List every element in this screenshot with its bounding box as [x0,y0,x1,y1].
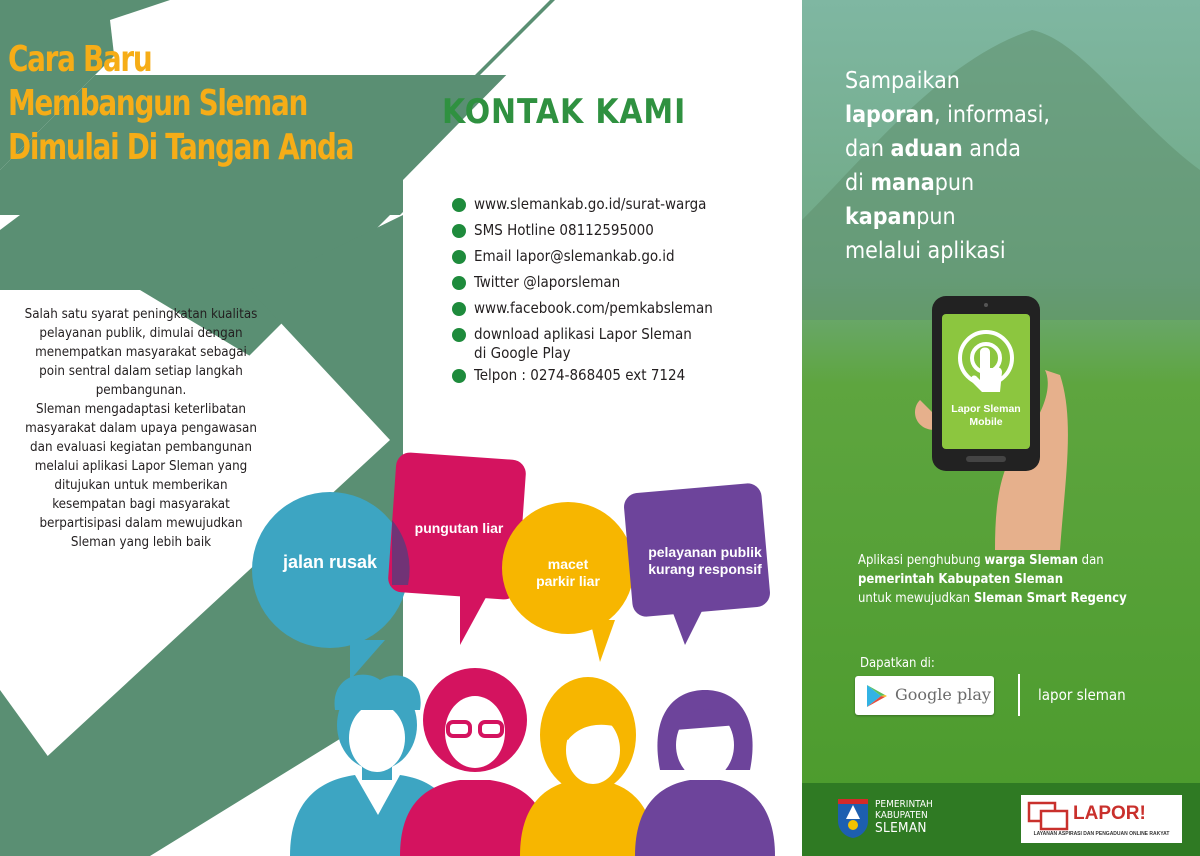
contact-item-download[interactable] [452,325,782,363]
intro-line: ditujukan untuk memberikan [54,478,228,493]
bullet-icon [452,250,466,264]
intro-line: dan evaluasi kegiatan pembangunan [30,440,252,455]
pemkab-line2: KABUPATEN [875,810,928,821]
intro-line: pelayanan publik, dimulai dengan [39,326,243,341]
pemkab-line1: PEMERINTAH [875,799,933,810]
phone-app-label [942,403,1030,429]
lapor-bubbles-icon [1027,801,1073,831]
intro-line: pembangunan. [95,383,187,398]
app-description [858,551,1127,608]
intro-line: kesempatan bagi masyarakat [52,497,230,512]
pemkab-label [875,799,933,835]
contact-text-line2: di Google Play [474,344,571,362]
desc-line-1: Aplikasi penghubung warga Sleman dan [858,553,1104,568]
desc-line-2: pemerintah Kabupaten Sleman [858,572,1064,587]
bubble-text-pungutan-liar: pungutan liar [414,520,504,536]
person-3 [520,677,655,856]
phone-app-line2: Mobile [969,416,1003,428]
home-button [966,456,1006,462]
contact-text: Email lapor@slemankab.go.id [474,247,675,265]
title-line-2: Membangun Sleman [8,83,308,124]
bubble-text-pelayanan-2: kurang responsif [648,561,762,577]
contact-text: www.slemankab.go.id/surat-warga [474,195,707,213]
intro-line: menempatkan masyarakat sebagai [35,345,247,360]
phone-app-line1: Lapor Sleman [951,403,1021,415]
speech-bubbles-illustration [250,440,802,856]
contact-text: Telpon : 0274-868405 ext 7124 [474,366,686,384]
bubble-jalan-rusak [252,492,408,680]
lapor-logo [1021,795,1182,843]
person-4 [635,690,775,856]
bullet-icon [452,328,466,342]
bubble-text-pelayanan-1: pelayanan publik [648,544,762,560]
contact-item-facebook[interactable] [452,299,782,318]
google-play-icon [865,684,889,708]
contact-text: SMS Hotline 08112595000 [474,221,654,239]
intro-line: melalui aplikasi Lapor Sleman yang [34,459,248,474]
tagline-line-5: kapanpun [845,204,956,230]
contact-item-twitter[interactable] [452,273,782,292]
bubble-text-macet-parkir [528,556,608,590]
intro-line: poin sentral dalam setiap langkah [39,364,243,379]
bullet-icon [452,369,466,383]
contact-item-website[interactable] [452,195,782,214]
desc-line-3: untuk mewujudkan Sleman Smart Regency [858,591,1127,606]
main-title [8,38,353,170]
contact-text: Twitter @laporsleman [474,273,621,291]
divider [1018,674,1020,716]
sleman-crest-icon [836,797,870,839]
contact-text: download aplikasi Lapor Sleman [474,325,692,343]
bubble-text-parkir: parkir liar [536,573,600,589]
intro-line: Sleman yang lebih baik [70,535,212,550]
contact-text: www.facebook.com/pemkabsleman [474,299,713,317]
pemkab-line3: SLEMAN [875,820,927,836]
intro-line: masyarakat dalam upaya pengawasan [25,421,257,436]
contact-item-telpon[interactable] [452,366,782,385]
tagline-line-6: melalui aplikasi [845,238,1006,264]
tagline-line-3: dan aduan anda [845,136,1021,162]
title-line-1: Cara Baru [8,39,152,80]
intro-paragraph [0,305,282,552]
lapor-sleman-label: lapor sleman [1038,686,1126,704]
intro-line: Sleman mengadaptasi keterlibatan [35,402,247,417]
contact-list [452,195,782,392]
bubble-text-pelayanan [632,544,778,578]
bullet-icon [452,198,466,212]
dapatkan-label: Dapatkan di: [860,656,935,671]
bullet-icon [452,276,466,290]
intro-line: Salah satu syarat peningkatan kualitas [24,307,258,322]
bubble-text-jalan-rusak: jalan rusak [282,552,378,572]
google-play-button[interactable] [855,676,994,715]
contact-item-email[interactable] [452,247,782,266]
bullet-icon [452,224,466,238]
tagline-line-2: laporan, informasi, [845,102,1050,128]
bubble-text-macet: macet [547,556,589,572]
intro-line: berpartisipasi dalam mewujudkan [39,516,243,531]
title-line-3: Dimulai Di Tangan Anda [8,127,354,168]
lapor-logo-subtitle: LAYANAN ASPIRASI DAN PENGADUAN ONLINE RAKYAT [1033,831,1170,837]
tagline-line-4: di manapun [845,170,975,196]
lapor-logo-text: LAPOR! [1073,803,1146,824]
tagline-line-1: Sampaikan [845,68,960,94]
google-play-label: Google play [895,685,991,704]
contact-item-sms[interactable] [452,221,782,240]
bullet-icon [452,302,466,316]
tagline [845,64,1050,268]
kontak-heading: KONTAK KAMI [442,92,687,132]
